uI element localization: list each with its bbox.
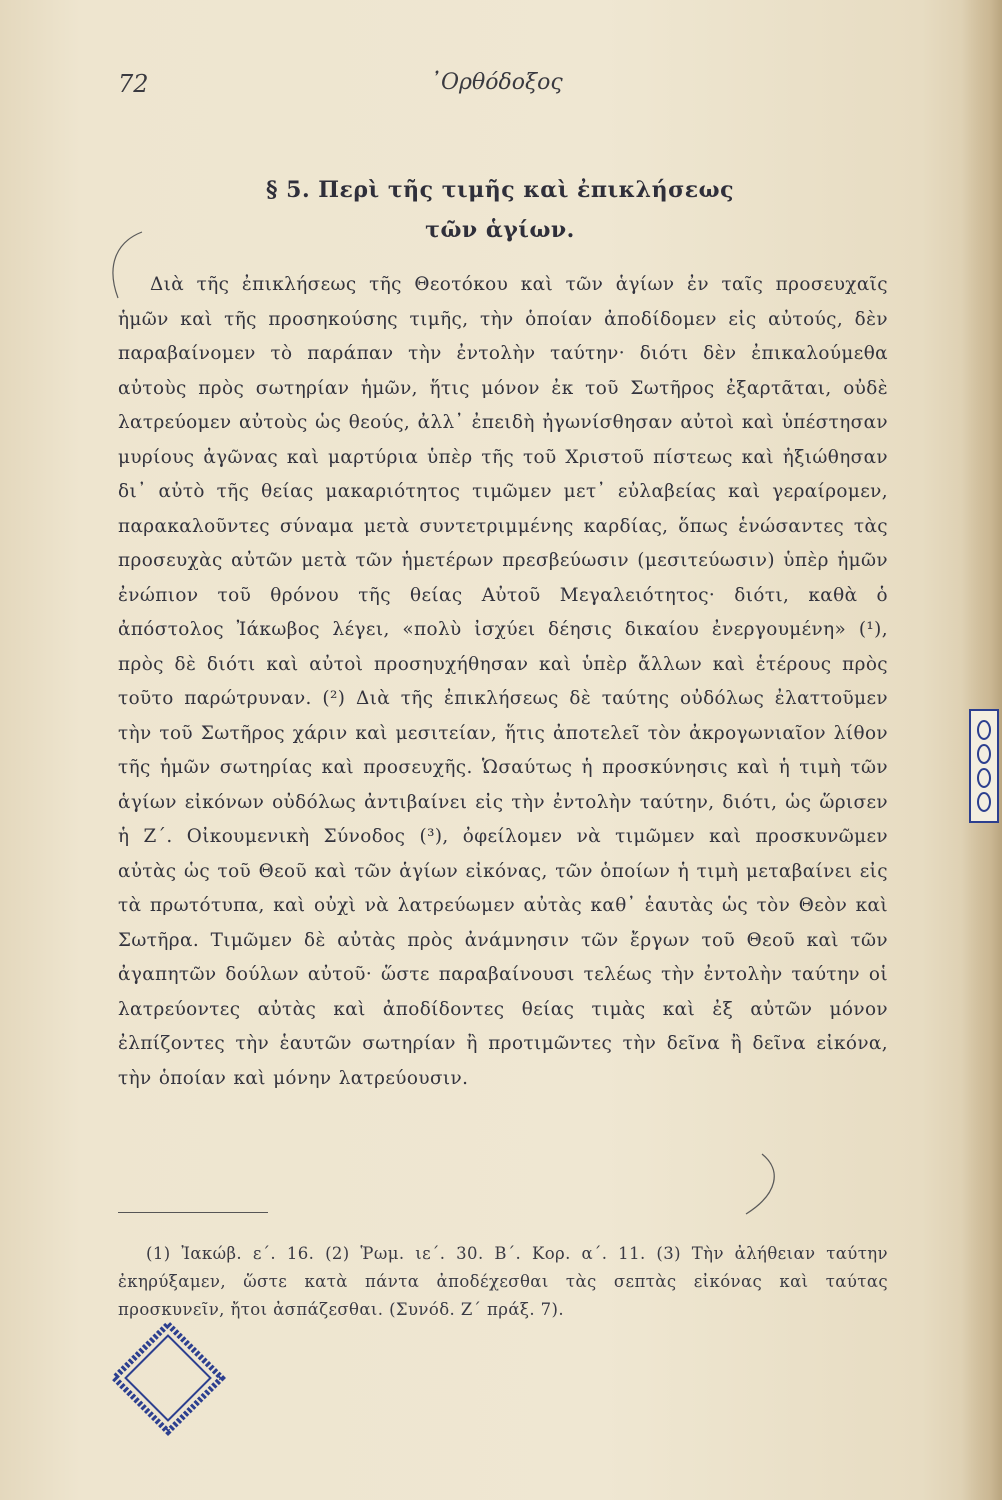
section-heading-line-2: τῶν ἁγίων. — [425, 217, 575, 243]
footnotes: (1) Ἰακώβ. ε΄. 16. (2) Ῥωμ. ιε΄. 30. Β΄. Κορ. α΄. 11. (3) Τὴν ἀλήθειαν ταύτην ἐκηρύξαμεν, ὥστε κατὰ πάντα ἀποδέχεσθαι τὰς σεπτὰς εἰκόνας καὶ ταύτας προσκυνεῖν, ἤτοι ἀσπάζεσθαι. (Συνόδ. Ζ΄ πράξ. 7). — [118, 1244, 888, 1319]
section-heading-line-1: § 5. Περὶ τῆς τιμῆς καὶ ἐπικλήσεως — [265, 177, 735, 203]
body-paragraph: Διὰ τῆς ἐπικλήσεως τῆς Θεοτόκου καὶ τῶν ἁγίων ἐν ταῖς προσευχαῖς ἡμῶν καὶ τῆς προσηκούσης τιμῆς, τὴν ὁποίαν ἀποδίδομεν εἰς αὐτούς, δὲν παραβαίνομεν τὸ παράπαν τὴν ἐντολὴν ταύτην· διότι δὲν ἐπικαλούμεθα αὐτοὺς πρὸς σωτηρίαν ἡμῶν, ἥτις μόνον ἐκ τοῦ Σωτῆρος ἐξαρτᾶται, οὐδὲ λατρεύομεν αὐτοὺς ὡς θεούς, ἀλλ᾿ ἐπειδὴ ἠγωνίσθησαν αὐτοὶ καὶ ὑπέστησαν μυρίους ἀγῶνας καὶ μαρτύρια ὑπὲρ τῆς τοῦ Χριστοῦ πίστεως καὶ ἠξιώθησαν δι᾿ αὐτὸ τῆς θείας μακαριότητος τιμῶμεν μετ᾿ εὐλαβείας καὶ γεραίρομεν, παρακαλοῦντες σύναμα μετὰ συντετριμμένης καρδίας, ὅπως ἑνώσαντες τὰς προσευχὰς αὐτῶν μετὰ τῶν ἡμετέρων πρεσβεύωσιν (μεσιτεύωσιν) ὑπὲρ ἡμῶν ἐνώπιον τοῦ θρόνου τῆς θείας Αὐτοῦ Μεγαλειότητος· διότι, καθὰ ὁ ἀπόστολος Ἰάκωβος λέγει, «πολὺ ἰσχύει δέησις δικαίου ἐνεργουμένη» (¹), πρὸς δὲ διότι καὶ αὐτοὶ προσηυχήθησαν καὶ ὑπὲρ ἄλλων καὶ ἑτέρους πρὸς τοῦτο παρώτρυναν. (²) Διὰ τῆς ἐπικλήσεως δὲ ταύτης οὐδόλως ἐλαττοῦμεν τὴν τοῦ Σωτῆρος χάριν καὶ μεσιτείαν, ἥτις ἀποτελεῖ τὸν ἀκρογωνιαῖον λίθον τῆς ἡμῶν σωτηρίας καὶ προσευχῆς. Ὡσαύτως ἡ προσκύνησις καὶ ἡ τιμὴ τῶν ἁγίων εἰκόνων οὐδόλως ἀντιβαίνει εἰς τὴν ἐντολὴν ταύτην, διότι, ὡς ὥρισεν ἡ Ζ΄. Οἰκουμενικὴ Σύνοδος (³), ὀφείλομεν νὰ τιμῶμεν καὶ προσκυνῶμεν αὐτὰς ὡς τοῦ Θεοῦ καὶ τῶν ἁγίων εἰκόνας, τῶν ὁποίων ἡ τιμὴ μεταβαίνει εἰς τὰ πρωτότυπα, καὶ οὐχὶ νὰ λατρεύωμεν αὐτὰς καθ᾿ ἑαυτὰς ὡς τὸν Θεὸν καὶ Σωτῆρα. Τιμῶμεν δὲ αὐτὰς πρὸς ἀνάμνησιν τῶν ἔργων τοῦ Θεοῦ καὶ τῶν ἀγαπητῶν δούλων αὐτοῦ· ὥστε παραβαίνουσι τελέως τὴν ἐντολὴν ταύτην οἱ λατρεύοντες αὐτὰς καὶ ἀποδίδοντες θείας τιμὰς καὶ ἐξ αὐτῶν μόνον ἐλπίζοντες τὴν ἑαυτῶν σωτηρίαν ἢ προτιμῶντες τὴν δεῖνα ἢ δεῖνα εἰκόνα, τὴν ὁποίαν καὶ μόνην λατρεύουσιν. — [118, 274, 888, 1089]
pencil-bracket-close-mark — [700, 1150, 790, 1230]
running-title: ᾿Ορθόδοξος — [430, 70, 563, 95]
page-number: 72 — [118, 70, 149, 98]
side-tab-ornament — [964, 706, 1002, 826]
section-heading — [150, 170, 850, 250]
footnote-rule — [118, 1212, 268, 1213]
library-stamp — [108, 1318, 228, 1438]
running-head — [118, 66, 898, 106]
